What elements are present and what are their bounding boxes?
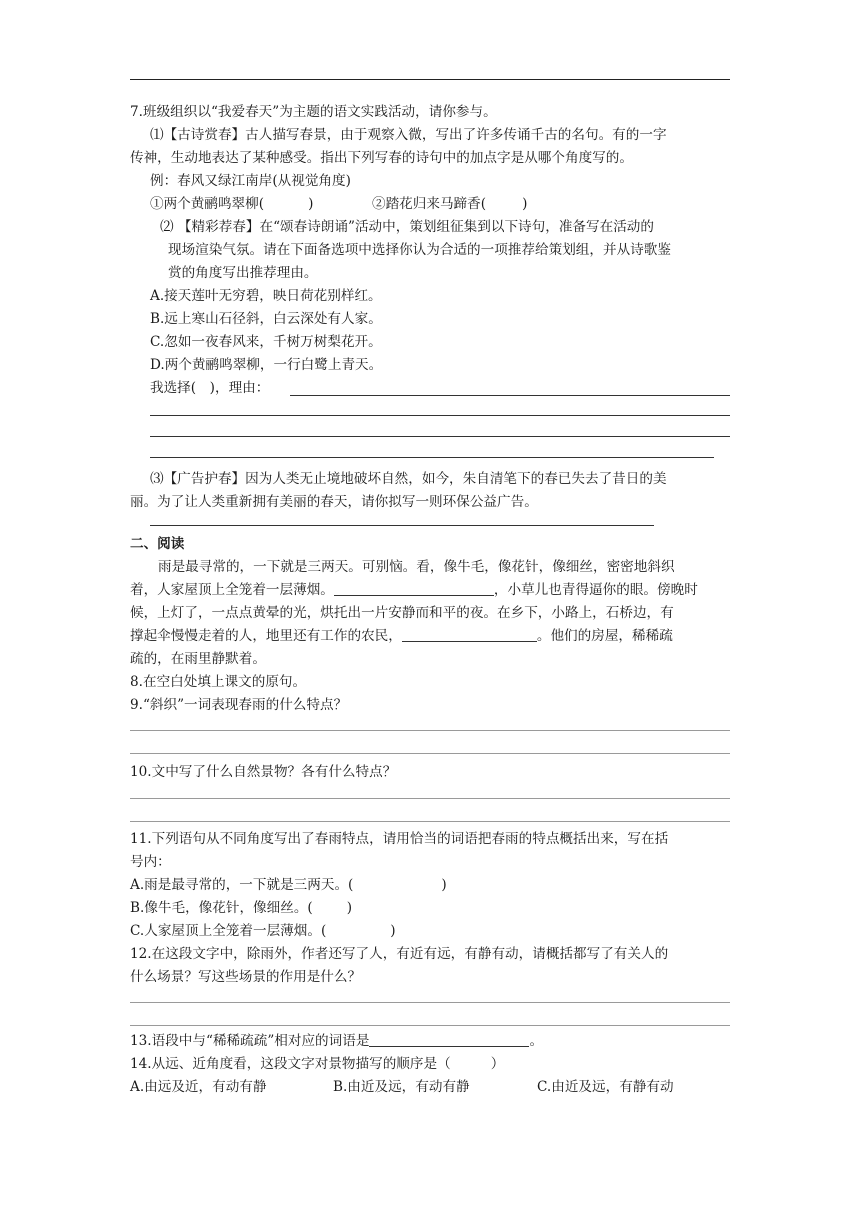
q11-item-b-close: ) bbox=[346, 900, 353, 916]
passage-line-4b: 。他们的房屋，稀稀疏 bbox=[536, 628, 673, 644]
q7-reason-line-3[interactable] bbox=[150, 436, 730, 437]
q13-blank[interactable] bbox=[369, 1032, 529, 1047]
q14-option-b: B.由近及远，有动有静 bbox=[333, 1079, 470, 1095]
q14-option-a: A.由远及近，有动有静 bbox=[130, 1079, 267, 1095]
q10-answer-line-1[interactable] bbox=[130, 798, 730, 799]
passage-line-4 bbox=[130, 627, 673, 645]
q9-text: 9.“斜织”一词表现春雨的什么特点？ bbox=[130, 697, 348, 713]
q11-item-a-text: A.雨是最寻常的，一下就是三两天。( bbox=[130, 877, 354, 893]
q7-item2-close: ) bbox=[522, 196, 528, 212]
q7-title: 7.班级组织以“我爱春天”为主题的语文实践活动，请你参与。 bbox=[130, 104, 497, 120]
q8-text: 8.在空白处填上课文的原句。 bbox=[130, 674, 307, 690]
passage-blank-2[interactable] bbox=[402, 627, 537, 642]
header-rule bbox=[130, 79, 730, 80]
q12-line2: 什么场景？写这些场景的作用是什么？ bbox=[130, 969, 362, 985]
q7-item1-text: ①两个黄鹂鸣翠柳( bbox=[150, 196, 265, 212]
q7-part3-line2: 丽。为了让人类重新拥有美丽的春天，请你拟写一则环保公益广告。 bbox=[130, 494, 538, 510]
section-heading-reading: 二、阅读 bbox=[130, 536, 185, 552]
passage-line-3: 候，上灯了，一点点黄晕的光，烘托出一片安静而和平的夜。在乡下，小路上，石桥边，有 bbox=[130, 605, 674, 621]
q7-option-b: B.远上寒山石径斜，白云深处有人家。 bbox=[150, 311, 382, 327]
q7-ad-answer-line[interactable] bbox=[150, 525, 654, 526]
q12-line1: 12.在这段文字中，除雨外，作者还写了人，有近有远，有静有动，请概括都写了有关人的 bbox=[130, 946, 669, 962]
q14-close: ） bbox=[490, 1056, 505, 1072]
q7-part3-line1: ⑶【广告护春】因为人类无止境地破坏自然，如今，朱自清笔下的春已失去了昔日的美 bbox=[150, 471, 667, 487]
q9-answer-line-1[interactable] bbox=[130, 730, 730, 731]
q11-item-b bbox=[130, 899, 352, 917]
q14-option-c: C.由近及远，有静有动 bbox=[537, 1079, 674, 1095]
q7-part2-line2: 现场渲染气氛。请在下面备选项中选择你认为合适的一项推荐给策划组，并从诗歌鉴 bbox=[168, 242, 671, 258]
q13-text bbox=[130, 1032, 543, 1050]
q13-prompt: 13.语段中与“稀稀疏疏”相对应的词语是 bbox=[130, 1033, 370, 1049]
q11-item-a bbox=[130, 876, 447, 894]
q7-part2-line3: 赏的角度写出推荐理由。 bbox=[168, 265, 318, 281]
q7-item2-text: ②踏花归来马蹄香( bbox=[372, 196, 487, 212]
q7-reason-line-1[interactable] bbox=[290, 395, 730, 396]
passage-line-4a: 撑起伞慢慢走着的人，地里还有工作的农民， bbox=[130, 628, 402, 644]
passage-line-5: 疏的，在雨里静默着。 bbox=[130, 651, 266, 667]
q10-answer-line-2[interactable] bbox=[130, 821, 730, 822]
passage-line-2b: ，小草儿也青得逼你的眼。傍晚时 bbox=[493, 582, 698, 598]
q11-item-c bbox=[130, 922, 396, 940]
passage-blank-1[interactable] bbox=[334, 581, 494, 596]
q7-part1-line1: ⑴【古诗赏春】古人描写春景，由于观察入微，写出了许多传诵千古的名句。有的一字 bbox=[150, 127, 667, 143]
q7-part2-line1: ⑵ 【精彩荐春】在“颂春诗朗诵”活动中，策划组征集到以下诗句，准备写在活动的 bbox=[160, 219, 654, 235]
q7-choose-label: 我选择( )，理由： bbox=[150, 380, 270, 396]
passage-line-2 bbox=[130, 581, 698, 599]
q7-item2 bbox=[372, 195, 527, 213]
passage-line-1: 雨是最寻常的，一下就是三两天。可别恼。看，像牛毛，像花针，像细丝，密密地斜织 bbox=[158, 559, 675, 575]
q14-prompt: 14.从远、近角度看，这段文字对景物描写的顺序是（ bbox=[130, 1056, 451, 1072]
q11-item-c-text: C.人家屋顶上全笼着一层薄烟。( bbox=[130, 923, 327, 939]
q7-reason-line-4[interactable] bbox=[150, 457, 714, 458]
q7-example: 例：春风又绿江南岸(从视觉角度) bbox=[150, 173, 351, 189]
q11-item-b-text: B.像牛毛，像花针，像细丝。( bbox=[130, 900, 313, 916]
q9-answer-line-2[interactable] bbox=[130, 753, 730, 754]
q7-item1-close: ) bbox=[308, 196, 314, 212]
q10-text: 10.文中写了什么自然景物？各有什么特点？ bbox=[130, 764, 397, 780]
q7-reason-line-2[interactable] bbox=[150, 415, 730, 416]
q14-text bbox=[130, 1055, 504, 1073]
q7-option-c: C.忽如一夜春风来，千树万树梨花开。 bbox=[150, 334, 382, 350]
q7-option-a: A.接天莲叶无穷碧，映日荷花别样红。 bbox=[150, 288, 382, 304]
q7-option-d: D.两个黄鹂鸣翠柳，一行白鹭上青天。 bbox=[150, 357, 383, 373]
q11-item-c-close: ) bbox=[390, 923, 396, 939]
q12-answer-line-1[interactable] bbox=[130, 1002, 730, 1003]
q7-item1 bbox=[150, 195, 313, 213]
q11-line1: 11.下列语句从不同角度写出了春雨特点，请用恰当的词语把春雨的特点概括出来，写在括 bbox=[130, 831, 669, 847]
q12-answer-line-2[interactable] bbox=[130, 1025, 730, 1026]
passage-line-2a: 着，人家屋顶上全笼着一层薄烟。 bbox=[130, 582, 334, 598]
q11-line2: 号内： bbox=[130, 854, 171, 870]
q11-item-a-close: ) bbox=[441, 877, 447, 893]
q7-part1-line2: 传神，生动地表达了某种感受。指出下列写春的诗句中的加点字是从哪个角度写的。 bbox=[130, 150, 633, 166]
q13-end: 。 bbox=[529, 1033, 544, 1049]
